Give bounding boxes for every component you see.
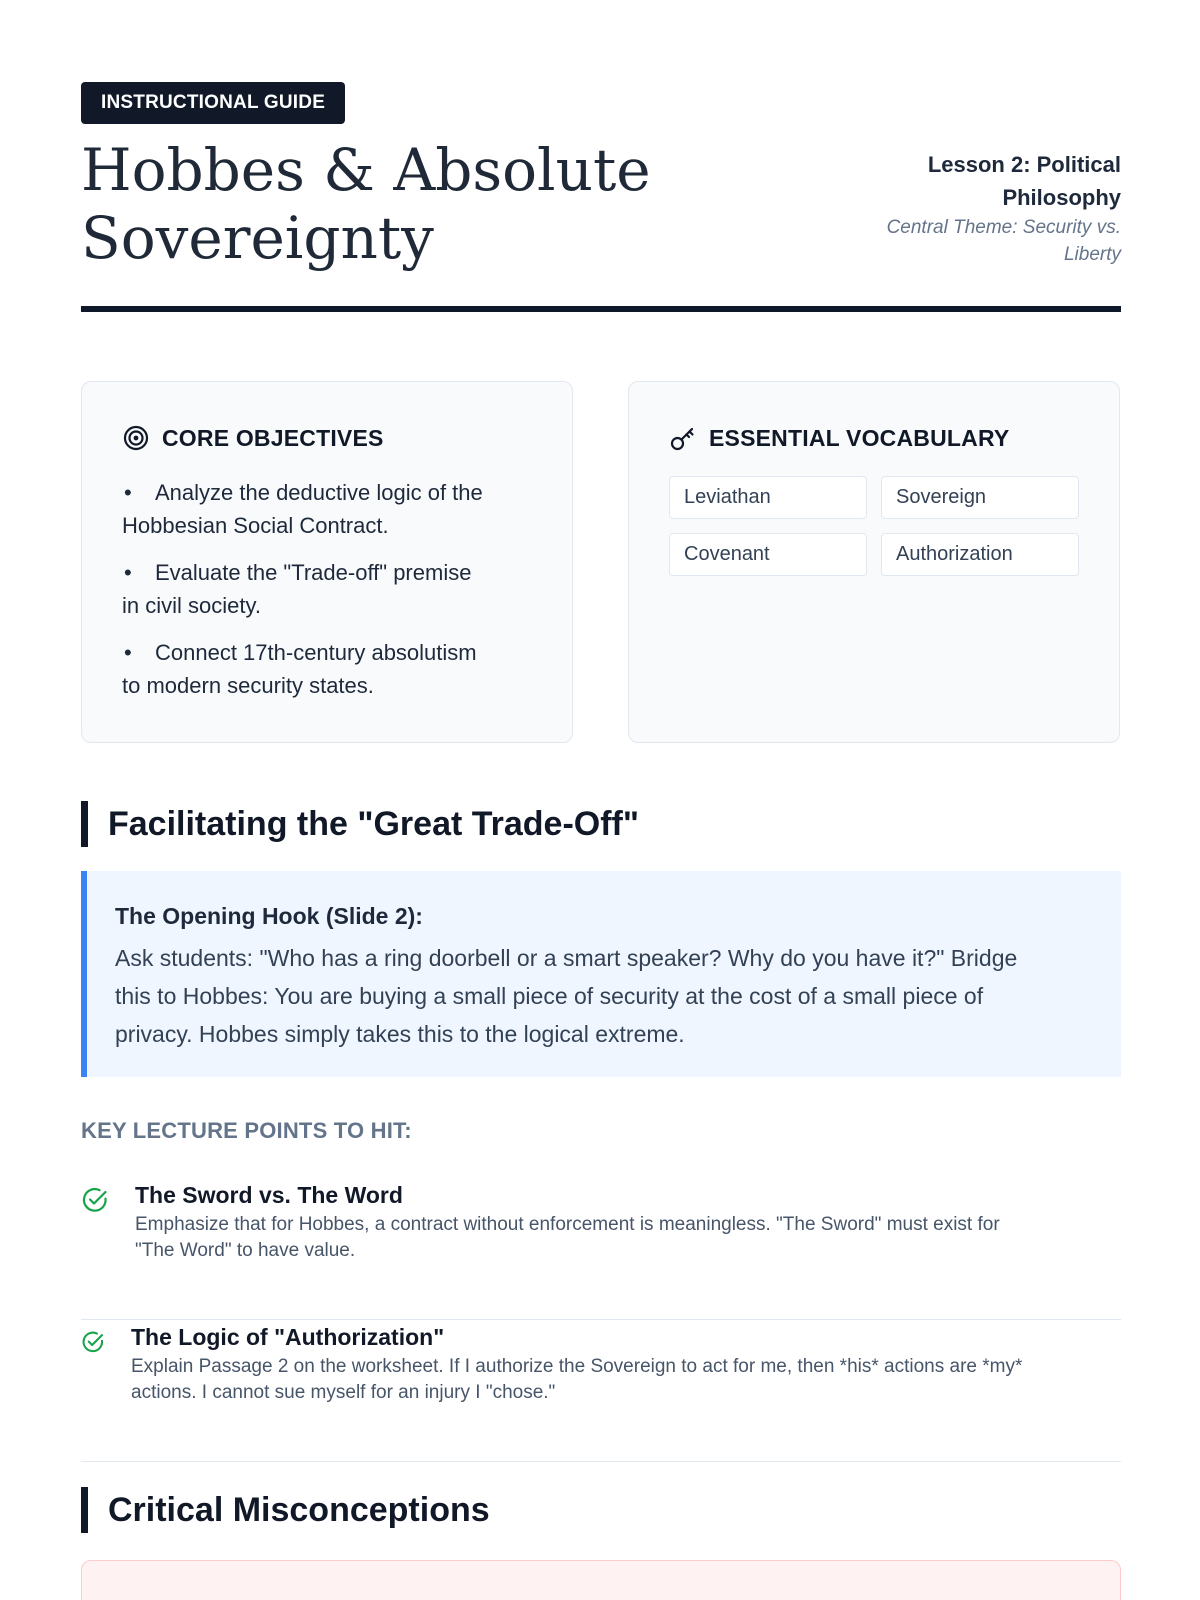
misconceptions-section-heading: Critical Misconceptions [81,1487,490,1533]
objective-line: to modern security states. [122,673,374,698]
lesson-meta [821,148,1121,268]
key-icon [669,424,697,452]
misconceptions-box [81,1560,1121,1600]
vocab-term-leviathan: Leviathan [669,476,867,519]
lecture-point-item [81,1178,1121,1320]
lecture-point-item [81,1320,1121,1462]
objectives-list [122,476,542,716]
opening-hook-callout [81,871,1121,1077]
lesson-title-line-2: Philosophy [1002,185,1121,210]
description-line: "The Word" to have value. [135,1240,356,1261]
bullet-icon: • [124,480,132,505]
opening-hook-title: The Opening Hook (Slide 2): [115,903,423,929]
key-lecture-points-label: KEY LECTURE POINTS TO HIT: [81,1118,412,1143]
lesson-subtitle-line-1: Central Theme: Security vs. [886,217,1121,238]
hook-line: this to Hobbes: You are buying a small piece of security at the cost of a small piece of [115,983,984,1009]
list-item [122,636,542,702]
trade-off-section-heading: Facilitating the "Great Trade-Off" [81,801,639,847]
essential-vocabulary-header [669,424,1009,452]
core-objectives-card [81,381,573,743]
objective-line: Hobbesian Social Contract. [122,513,389,538]
page-title-line-2: Sovereignty [81,204,434,272]
lesson-title-line-1: Lesson 2: Political [927,152,1121,177]
essential-vocabulary-card [628,381,1120,743]
check-circle-icon [81,1186,109,1214]
objective-line: Evaluate the "Trade-off" premise [155,560,472,585]
description-line: Emphasize that for Hobbes, a contract without enforcement is meaningless. "The Sword" must exist for [135,1214,1000,1235]
hook-line: Ask students: "Who has a ring doorbell or a smart speaker? Why do you have it?" Bridge [115,945,1018,971]
objective-line: Analyze the deductive logic of the [155,480,483,505]
header-divider [81,306,1121,312]
lecture-point-description [131,1354,1111,1406]
lesson-subtitle-line-2: Liberty [1063,244,1121,265]
lesson-title [821,148,1121,214]
list-item [122,556,542,622]
objective-line: in civil society. [122,593,261,618]
lecture-point-description [135,1212,1115,1264]
core-objectives-heading: CORE OBJECTIVES [162,424,384,451]
vocab-term-sovereign: Sovereign [881,476,1079,519]
lecture-point-title: The Sword vs. The Word [135,1182,403,1208]
description-line: Explain Passage 2 on the worksheet. If I authorize the Sovereign to act for me, then *his* actions are *my* [131,1356,1023,1377]
guide-type-badge: INSTRUCTIONAL GUIDE [81,82,345,124]
lecture-point-text [131,1320,1111,1406]
hook-line: privacy. Hobbes simply takes this to the logical extreme. [115,1021,685,1047]
bullet-icon: • [124,560,132,585]
lecture-point-title: The Logic of "Authorization" [131,1324,445,1350]
bullet-icon: • [124,640,132,665]
vocabulary-grid [669,476,1081,576]
essential-vocabulary-heading: ESSENTIAL VOCABULARY [709,424,1010,451]
check-circle-icon [81,1330,105,1354]
objective-line: Connect 17th-century absolutism [155,640,477,665]
lecture-point-text [135,1178,1115,1264]
lesson-subtitle [821,214,1121,268]
list-item [122,476,542,542]
page-title [81,136,701,272]
page-title-line-1: Hobbes & Absolute [81,136,651,204]
opening-hook-body [115,939,1091,1053]
description-line: actions. I cannot sue myself for an injury I "chose." [131,1382,556,1403]
target-icon [122,424,150,452]
core-objectives-header [122,424,384,452]
vocab-term-covenant: Covenant [669,533,867,576]
vocab-term-authorization: Authorization [881,533,1079,576]
